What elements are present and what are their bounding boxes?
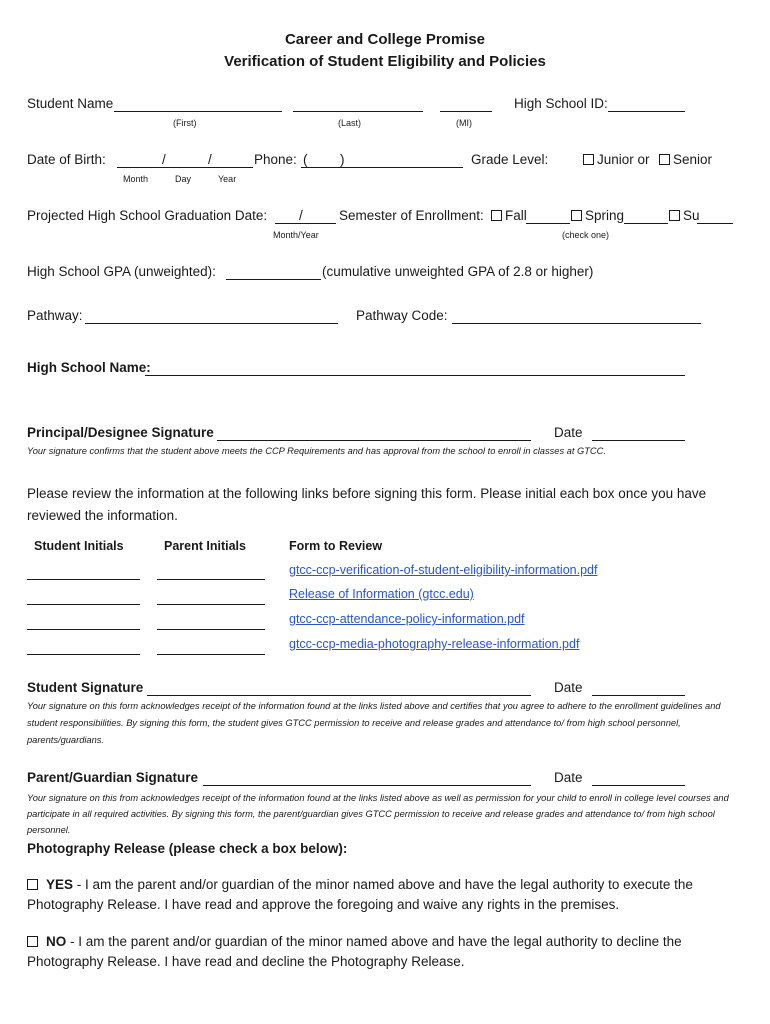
fall-label: Fall	[505, 208, 527, 223]
student-initials-field-3[interactable]	[27, 629, 140, 630]
principal-note: Your signature confirms that the student above meets the CCP Requirements and has approval from the school to enroll in classes at GTCC.	[27, 446, 606, 456]
senior-checkbox[interactable]	[659, 154, 670, 165]
spring-line	[624, 223, 668, 224]
year-caption: Year	[218, 174, 237, 184]
fall-checkbox[interactable]	[491, 210, 502, 221]
principal-date-field[interactable]	[592, 440, 685, 441]
form-title: Career and College Promise	[284, 31, 486, 48]
grade-level-label: Grade Level:	[471, 152, 549, 167]
grade-senior[interactable]	[659, 152, 712, 167]
phone-field[interactable]	[301, 167, 463, 168]
parent-initials-field-1[interactable]	[157, 579, 265, 580]
link-attendance-policy-pdf[interactable]: gtcc-ccp-attendance-policy-information.pdf	[289, 612, 525, 626]
phone-paren-open: (	[303, 152, 308, 167]
no-checkbox[interactable]	[27, 936, 38, 947]
student-signature-note: Your signature on this form acknowledges receipt of the information found at the links listed above and certifies that you agree to adhere to the enrollment guidelines and student responsibilities. By signing this form, the student gives GTCC permission to receive and release grades and attendance to/ from high school personnel, parents/guardians.	[27, 701, 721, 745]
semester-spring[interactable]	[571, 208, 624, 223]
student-name-label: Student Name	[27, 96, 114, 111]
mi-caption: (MI)	[456, 118, 472, 128]
gpa-note: (cumulative unweighted GPA of 2.8 or higher)	[322, 264, 594, 279]
review-intro: Please review the information at the following links before signing this form. Please initial each box once you have reviewed the information.	[27, 486, 707, 523]
dob-field[interactable]	[117, 167, 253, 168]
principal-date-label: Date	[554, 425, 583, 440]
summer-label: Su	[683, 208, 700, 223]
link-media-photography-pdf[interactable]: gtcc-ccp-media-photography-release-information.pdf	[289, 637, 580, 651]
no-text: - I am the parent and/or guardian of the minor named above and have the legal authority to decline the Photography Release. I have read and decline the Photography Release.	[27, 934, 682, 969]
dob-slash-1: /	[162, 152, 166, 167]
phone-label: Phone:	[254, 152, 297, 167]
first-name-field[interactable]	[114, 111, 282, 112]
no-label: NO	[46, 934, 67, 949]
parent-initials-field-2[interactable]	[157, 604, 265, 605]
day-caption: Day	[175, 174, 192, 184]
summer-checkbox[interactable]	[669, 210, 680, 221]
check-one-caption: (check one)	[562, 230, 610, 240]
principal-signature-label: Principal/Designee Signature	[27, 425, 214, 440]
grade-junior[interactable]	[583, 152, 650, 167]
grad-date-label: Projected High School Graduation Date:	[27, 208, 268, 223]
month-caption: Month	[123, 174, 149, 184]
col-form-to-review: Form to Review	[289, 539, 383, 553]
parent-signature-label: Parent/Guardian Signature	[27, 770, 199, 785]
parent-date-field[interactable]	[592, 785, 685, 786]
student-signature-label: Student Signature	[27, 680, 144, 695]
last-caption: (Last)	[338, 118, 362, 128]
link-release-of-information[interactable]: Release of Information (gtcc.edu)	[289, 587, 474, 601]
summer-line	[697, 223, 733, 224]
gpa-field[interactable]	[226, 279, 321, 280]
middle-initial-field[interactable]	[440, 111, 492, 112]
hs-name-label: High School Name:	[27, 360, 151, 375]
yes-text: - I am the parent and/or guardian of the minor named above and have the legal authority to execute the Photography Release. I have read and approve the foregoing and waive any rights in the premises.	[27, 877, 693, 912]
student-initials-field-2[interactable]	[27, 604, 140, 605]
junior-checkbox[interactable]	[583, 154, 594, 165]
link-eligibility-pdf[interactable]: gtcc-ccp-verification-of-student-eligibility-information.pdf	[289, 563, 598, 577]
student-signature-field[interactable]	[147, 695, 531, 696]
semester-fall[interactable]	[491, 208, 527, 223]
student-date-label: Date	[554, 680, 583, 695]
pathway-code-label: Pathway Code:	[356, 308, 448, 323]
month-year-caption: Month/Year	[273, 230, 319, 240]
spring-checkbox[interactable]	[571, 210, 582, 221]
hs-name-field[interactable]	[145, 375, 685, 376]
parent-initials-field-4[interactable]	[157, 654, 265, 655]
yes-checkbox[interactable]	[27, 879, 38, 890]
hs-id-field[interactable]	[608, 111, 685, 112]
spring-label: Spring	[585, 208, 625, 223]
parent-initials-field-3[interactable]	[157, 629, 265, 630]
photo-release-yes	[27, 875, 743, 915]
pathway-field[interactable]	[85, 323, 338, 324]
semester-summer[interactable]	[669, 208, 700, 223]
fall-line	[526, 223, 570, 224]
junior-label: Junior or	[597, 152, 650, 167]
dob-label: Date of Birth:	[27, 152, 106, 167]
col-student-initials: Student Initials	[34, 539, 124, 553]
gpa-label: High School GPA (unweighted):	[27, 264, 216, 279]
senior-label: Senior	[673, 152, 713, 167]
pathway-code-field[interactable]	[452, 323, 701, 324]
hs-id-label: High School ID:	[514, 96, 608, 111]
form-subtitle: Verification of Student Eligibility and Policies	[224, 53, 546, 70]
parent-signature-note: Your signature on this from acknowledges receipt of the information found at the links listed above as well as permission for your child to enroll in college level courses and participate in all required activities. By signing this form, the parent/guardian gives GTCC permission to receive and release grades and attendance to/ from high school personnel.	[27, 793, 729, 835]
student-initials-field-1[interactable]	[27, 579, 140, 580]
dob-slash-2: /	[208, 152, 212, 167]
last-name-field[interactable]	[293, 111, 423, 112]
photo-release-no	[27, 932, 743, 972]
first-caption: (First)	[173, 118, 197, 128]
yes-label: YES	[46, 877, 74, 892]
parent-date-label: Date	[554, 770, 583, 785]
col-parent-initials: Parent Initials	[164, 539, 246, 553]
student-initials-field-4[interactable]	[27, 654, 140, 655]
principal-signature-field[interactable]	[217, 440, 531, 441]
grad-date-field[interactable]	[275, 223, 336, 224]
student-date-field[interactable]	[592, 695, 685, 696]
semester-label: Semester of Enrollment:	[339, 208, 484, 223]
grad-date-slash: /	[299, 208, 303, 223]
photo-release-heading: Photography Release (please check a box below):	[27, 841, 348, 856]
parent-signature-field[interactable]	[203, 785, 531, 786]
phone-paren-close: )	[340, 152, 345, 167]
pathway-label: Pathway:	[27, 308, 83, 323]
